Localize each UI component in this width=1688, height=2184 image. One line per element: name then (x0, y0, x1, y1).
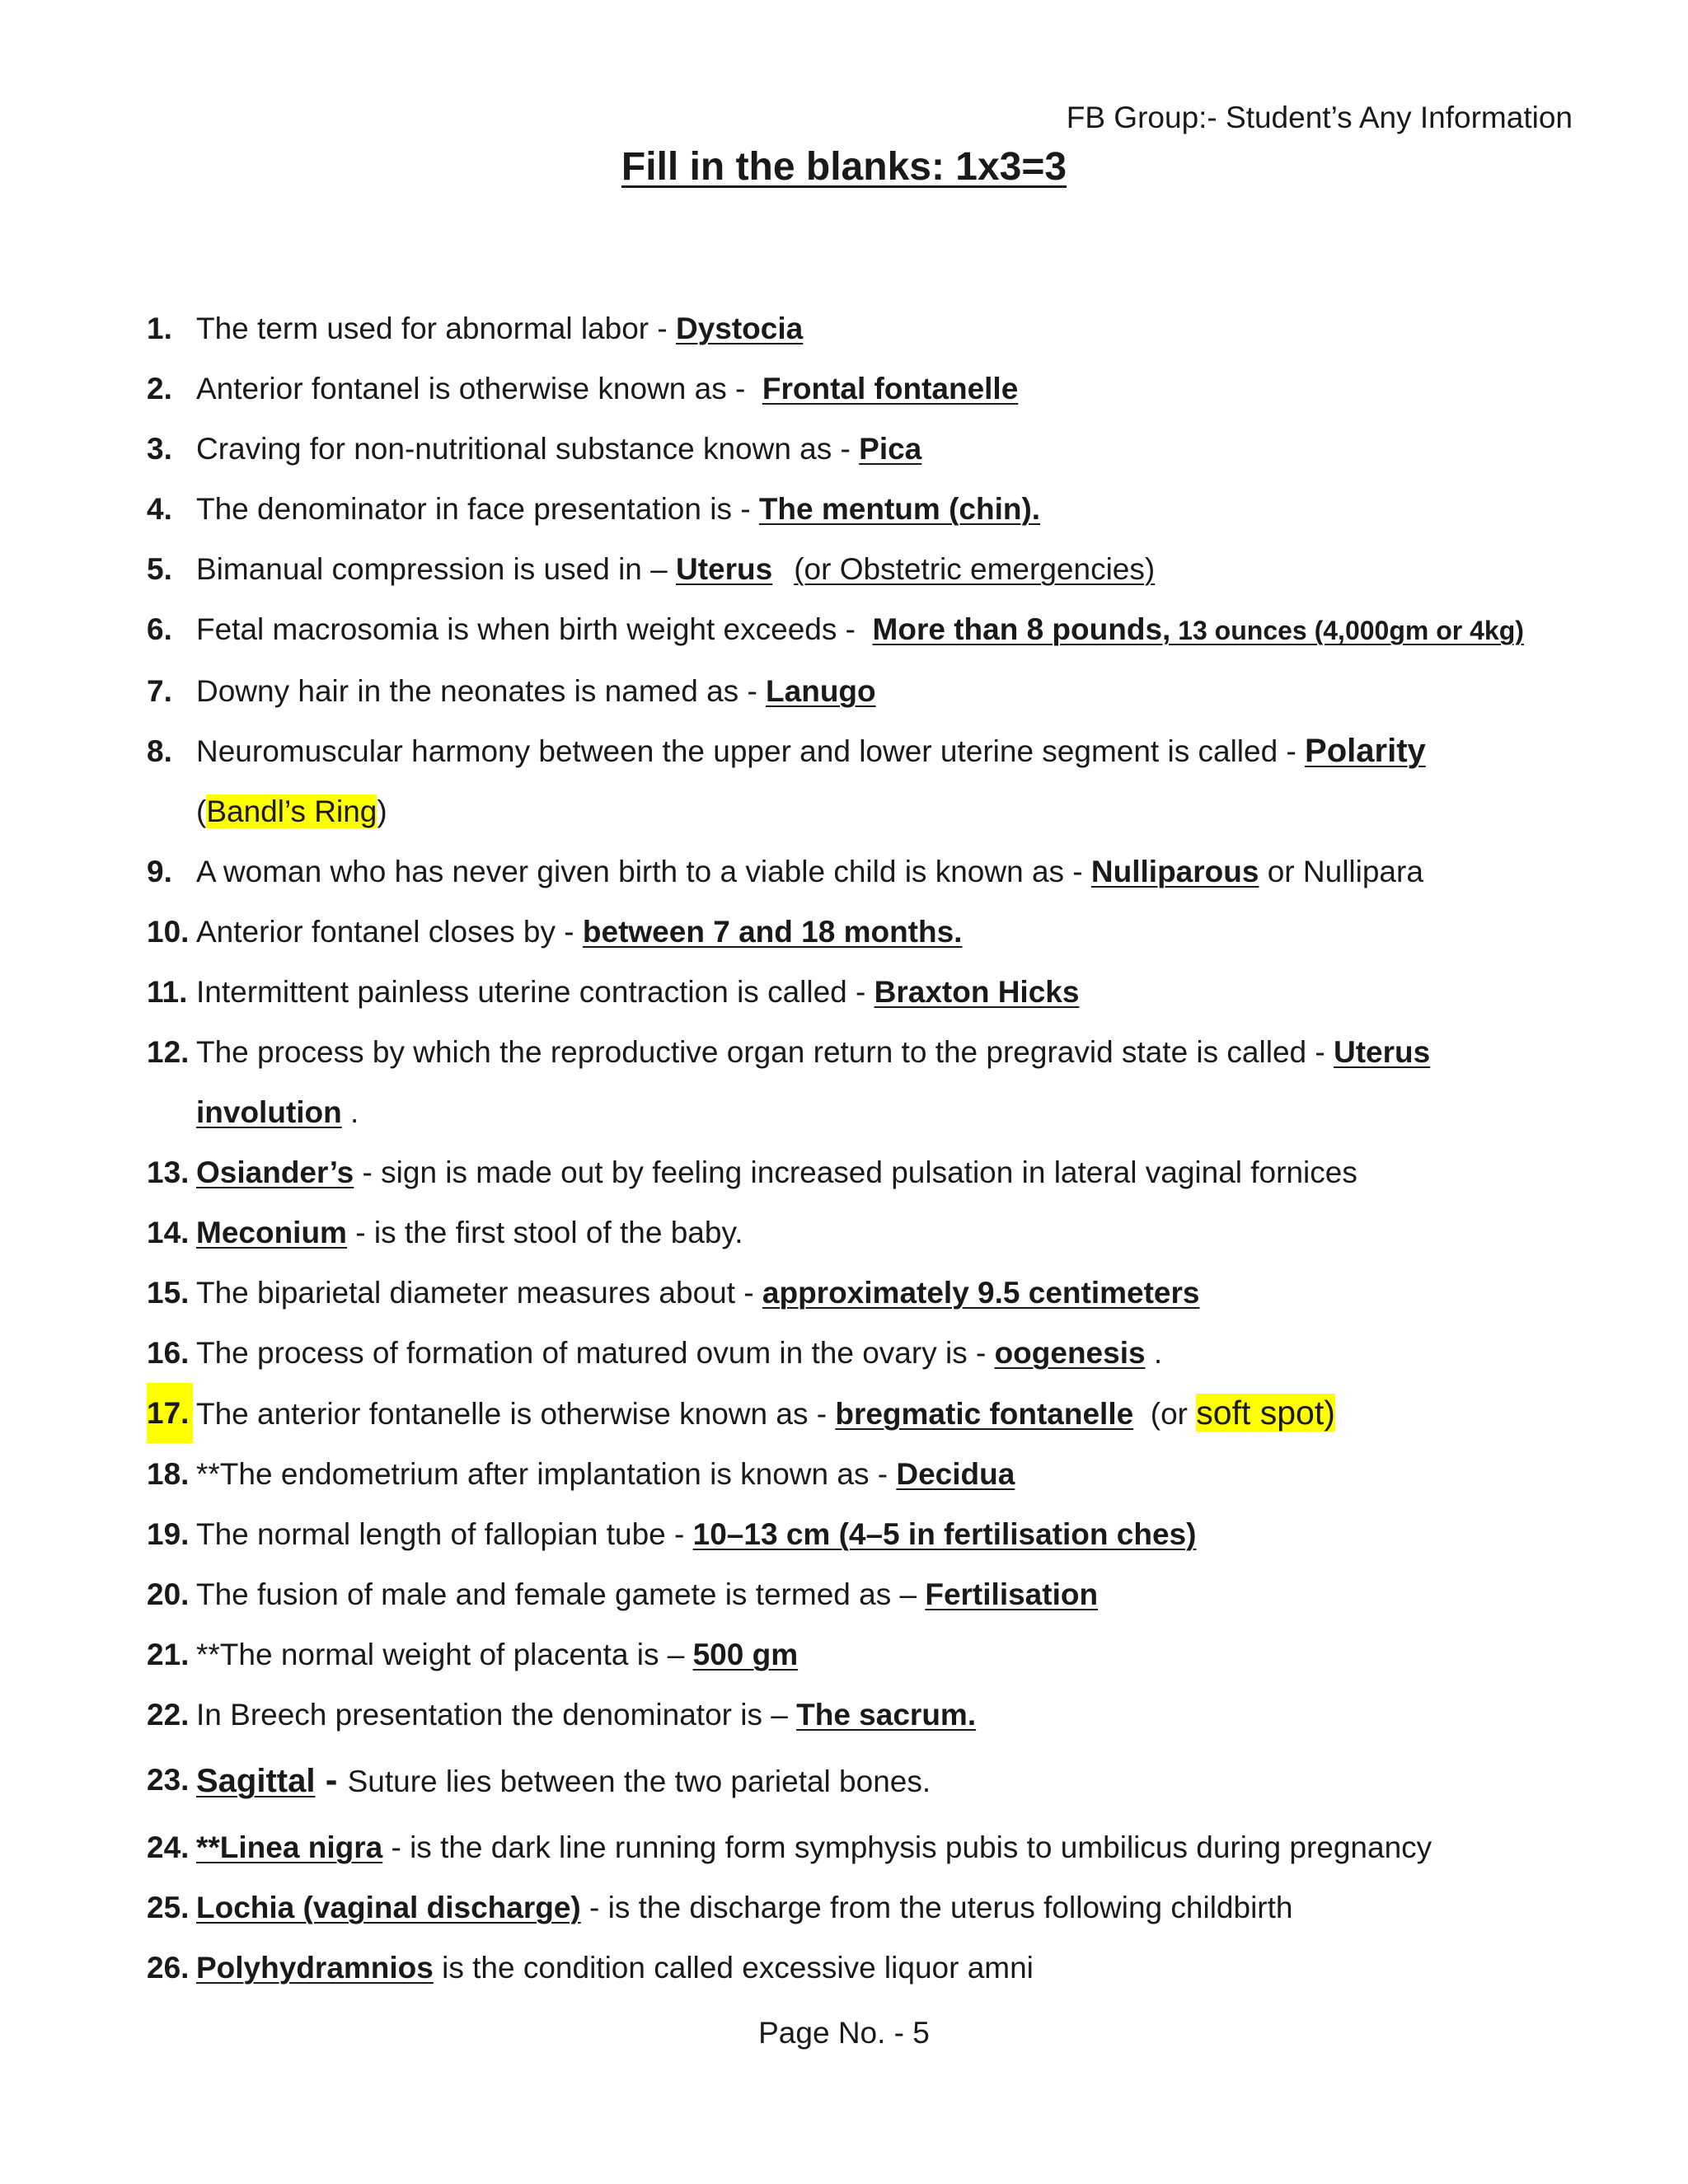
answer-text: Pica (859, 432, 922, 466)
question-number: 25. (147, 1891, 190, 1924)
question-item-23 (147, 1745, 1581, 1817)
question-text: - sign is made out by feeling increased pulsation in lateral vaginal fornices (354, 1155, 1357, 1189)
question-number: 13. (147, 1155, 190, 1189)
question-number: 17. (147, 1383, 193, 1443)
question-item-21 (147, 1624, 1581, 1685)
question-text: The normal length of fallopian tube - (196, 1517, 693, 1551)
question-text: Intermittent painless uterine contraction is called - (196, 975, 874, 1009)
question-text: Craving for non-nutritional substance known as - (196, 432, 860, 466)
answer-text: approximately 9.5 centimeters (762, 1276, 1200, 1310)
answer-text: Dystocia (675, 312, 804, 345)
question-number: 5. (147, 552, 172, 586)
question-number: 1. (147, 312, 172, 345)
question-item-9 (147, 841, 1581, 902)
question-number: 2. (147, 372, 172, 405)
answer-text: Osiander’s (196, 1155, 354, 1189)
question-item-20 (147, 1564, 1581, 1624)
question-continuation (196, 1082, 1581, 1142)
question-number: 4. (147, 492, 172, 526)
question-text: - is the discharge from the uterus following childbirth (580, 1891, 1293, 1924)
question-continuation (196, 781, 1581, 841)
question-text: The process by which the reproductive organ return to the pregravid state is called - (196, 1035, 1334, 1069)
page-title: Fill in the blanks: 1x3=3 (621, 145, 1067, 189)
answer-suffix: . (341, 1095, 359, 1129)
answer-text: Meconium (196, 1216, 347, 1249)
question-text: The process of formation of matured ovum in the ovary is - (196, 1336, 995, 1370)
answer-text: Lanugo (766, 674, 876, 708)
question-text: The fusion of male and female gamete is termed as – (196, 1577, 926, 1611)
question-number: 11. (147, 975, 188, 1009)
question-text: **The normal weight of placenta is – (196, 1638, 693, 1671)
question-text: The anterior fontanelle is otherwise known as - (196, 1397, 836, 1431)
question-number: 14. (147, 1216, 190, 1249)
question-number: 18. (147, 1457, 190, 1491)
question-item-1 (147, 298, 1581, 359)
question-text: Fetal macrosomia is when birth weight exceeds - (196, 612, 873, 646)
question-text: The biparietal diameter measures about - (196, 1276, 762, 1310)
question-item-22 (147, 1685, 1581, 1745)
question-number: 6. (147, 612, 172, 646)
question-number: 20. (147, 1577, 190, 1611)
question-number: 21. (147, 1638, 190, 1671)
highlighted-note: Bandl’s Ring (206, 794, 377, 828)
close-paren: ) (377, 794, 387, 828)
question-number: 9. (147, 855, 172, 888)
answer-text: 500 gm (692, 1638, 799, 1671)
dash-separator: - (315, 1760, 348, 1800)
question-text: Anterior fontanel closes by - (196, 915, 583, 949)
question-text: Bimanual compression is used in – (196, 552, 677, 586)
question-number: 19. (147, 1517, 190, 1551)
question-number: 15. (147, 1276, 190, 1310)
question-text: - is the dark line running form symphysis pubis to umbilicus during pregnancy (382, 1830, 1432, 1864)
question-item-13 (147, 1142, 1581, 1202)
question-number: 22. (147, 1698, 190, 1732)
question-text: Anterior fontanel is otherwise known as - (196, 372, 762, 405)
question-item-2 (147, 359, 1581, 419)
question-text: The term used for abnormal labor - (196, 312, 676, 345)
answer-text: oogenesis (994, 1336, 1146, 1370)
question-number: 26. (147, 1951, 190, 1985)
answer-suffix: . (1145, 1336, 1163, 1370)
question-text: Neuromuscular harmony between the upper and lower uterine segment is called - (196, 734, 1306, 768)
question-item-6 (147, 599, 1581, 661)
question-item-16 (147, 1323, 1581, 1383)
answer-text: Fertilisation (925, 1577, 1099, 1611)
question-text: **The endometrium after implantation is known as - (196, 1457, 897, 1491)
answer-text: between 7 and 18 months. (582, 915, 963, 949)
question-item-25 (147, 1877, 1581, 1938)
answer-note: (or Obstetric emergencies) (794, 552, 1156, 586)
answer-text: Uterus (676, 552, 773, 586)
answer-text: 10–13 cm (4–5 in fertilisation ches) (692, 1517, 1197, 1551)
page-number: Page No. - 5 (758, 2016, 930, 2050)
question-item-15 (147, 1263, 1581, 1323)
answer-text: Braxton Hicks (874, 975, 1080, 1009)
question-item-19 (147, 1504, 1581, 1564)
answer-text-continued: involution (196, 1095, 342, 1129)
question-number: 23. (147, 1763, 190, 1797)
question-item-10 (147, 902, 1581, 962)
answer-text: The mentum (chin). (758, 492, 1041, 526)
question-item-5 (147, 539, 1581, 599)
answer-text: Sagittal (196, 1763, 316, 1799)
question-item-3 (147, 419, 1581, 479)
question-text: is the condition called excessive liquor amni (433, 1951, 1034, 1985)
question-number: 12. (147, 1035, 190, 1069)
question-item-4 (147, 479, 1581, 539)
question-text: The denominator in face presentation is - (196, 492, 759, 526)
answer-text-detail: 13 ounces (4,000gm or 4kg) (1170, 616, 1524, 645)
answer-text: More than 8 pounds, (872, 612, 1171, 646)
answer-text: Polyhydramnios (196, 1951, 434, 1985)
answer-text: bregmatic fontanelle (835, 1397, 1134, 1431)
answer-text: Polarity (1305, 733, 1426, 769)
question-text: A woman who has never given birth to a viable child is known as - (196, 855, 1091, 888)
highlighted-note: soft spot) (1196, 1394, 1335, 1432)
answer-text: The sacrum. (796, 1698, 977, 1732)
question-number: 10. (147, 915, 190, 949)
question-item-12 (147, 1022, 1581, 1142)
answer-text: **Linea nigra (196, 1830, 383, 1864)
answer-text: Lochia (vaginal discharge) (196, 1891, 581, 1924)
answer-text: Uterus (1333, 1035, 1431, 1069)
question-item-14 (147, 1202, 1581, 1263)
question-list (147, 298, 1581, 1998)
question-item-7 (147, 661, 1581, 721)
question-text: In Breech presentation the denominator is – (196, 1698, 797, 1732)
question-text: Downy hair in the neonates is named as - (196, 674, 767, 708)
question-number: 16. (147, 1336, 190, 1370)
answer-suffix: (or (1133, 1397, 1197, 1431)
answer-text: Nulliparous (1090, 855, 1259, 888)
question-item-24 (147, 1817, 1581, 1877)
question-item-17 (147, 1383, 1581, 1444)
answer-text: Frontal fontanelle (762, 372, 1019, 405)
question-item-8 (147, 721, 1581, 841)
answer-suffix: or Nullipara (1259, 855, 1423, 888)
question-number: 7. (147, 674, 172, 708)
question-text: - is the first stool of the baby. (346, 1216, 743, 1249)
answer-text: Decidua (896, 1457, 1015, 1491)
question-item-26 (147, 1938, 1581, 1998)
question-number: 3. (147, 432, 172, 466)
question-item-18 (147, 1444, 1581, 1504)
open-paren: ( (196, 794, 207, 828)
question-item-11 (147, 962, 1581, 1022)
question-number: 8. (147, 734, 172, 768)
question-number: 24. (147, 1830, 190, 1864)
fb-group-header: FB Group:- Student’s Any Information (1066, 101, 1573, 134)
question-text: Suture lies between the two parietal bones. (347, 1765, 931, 1798)
